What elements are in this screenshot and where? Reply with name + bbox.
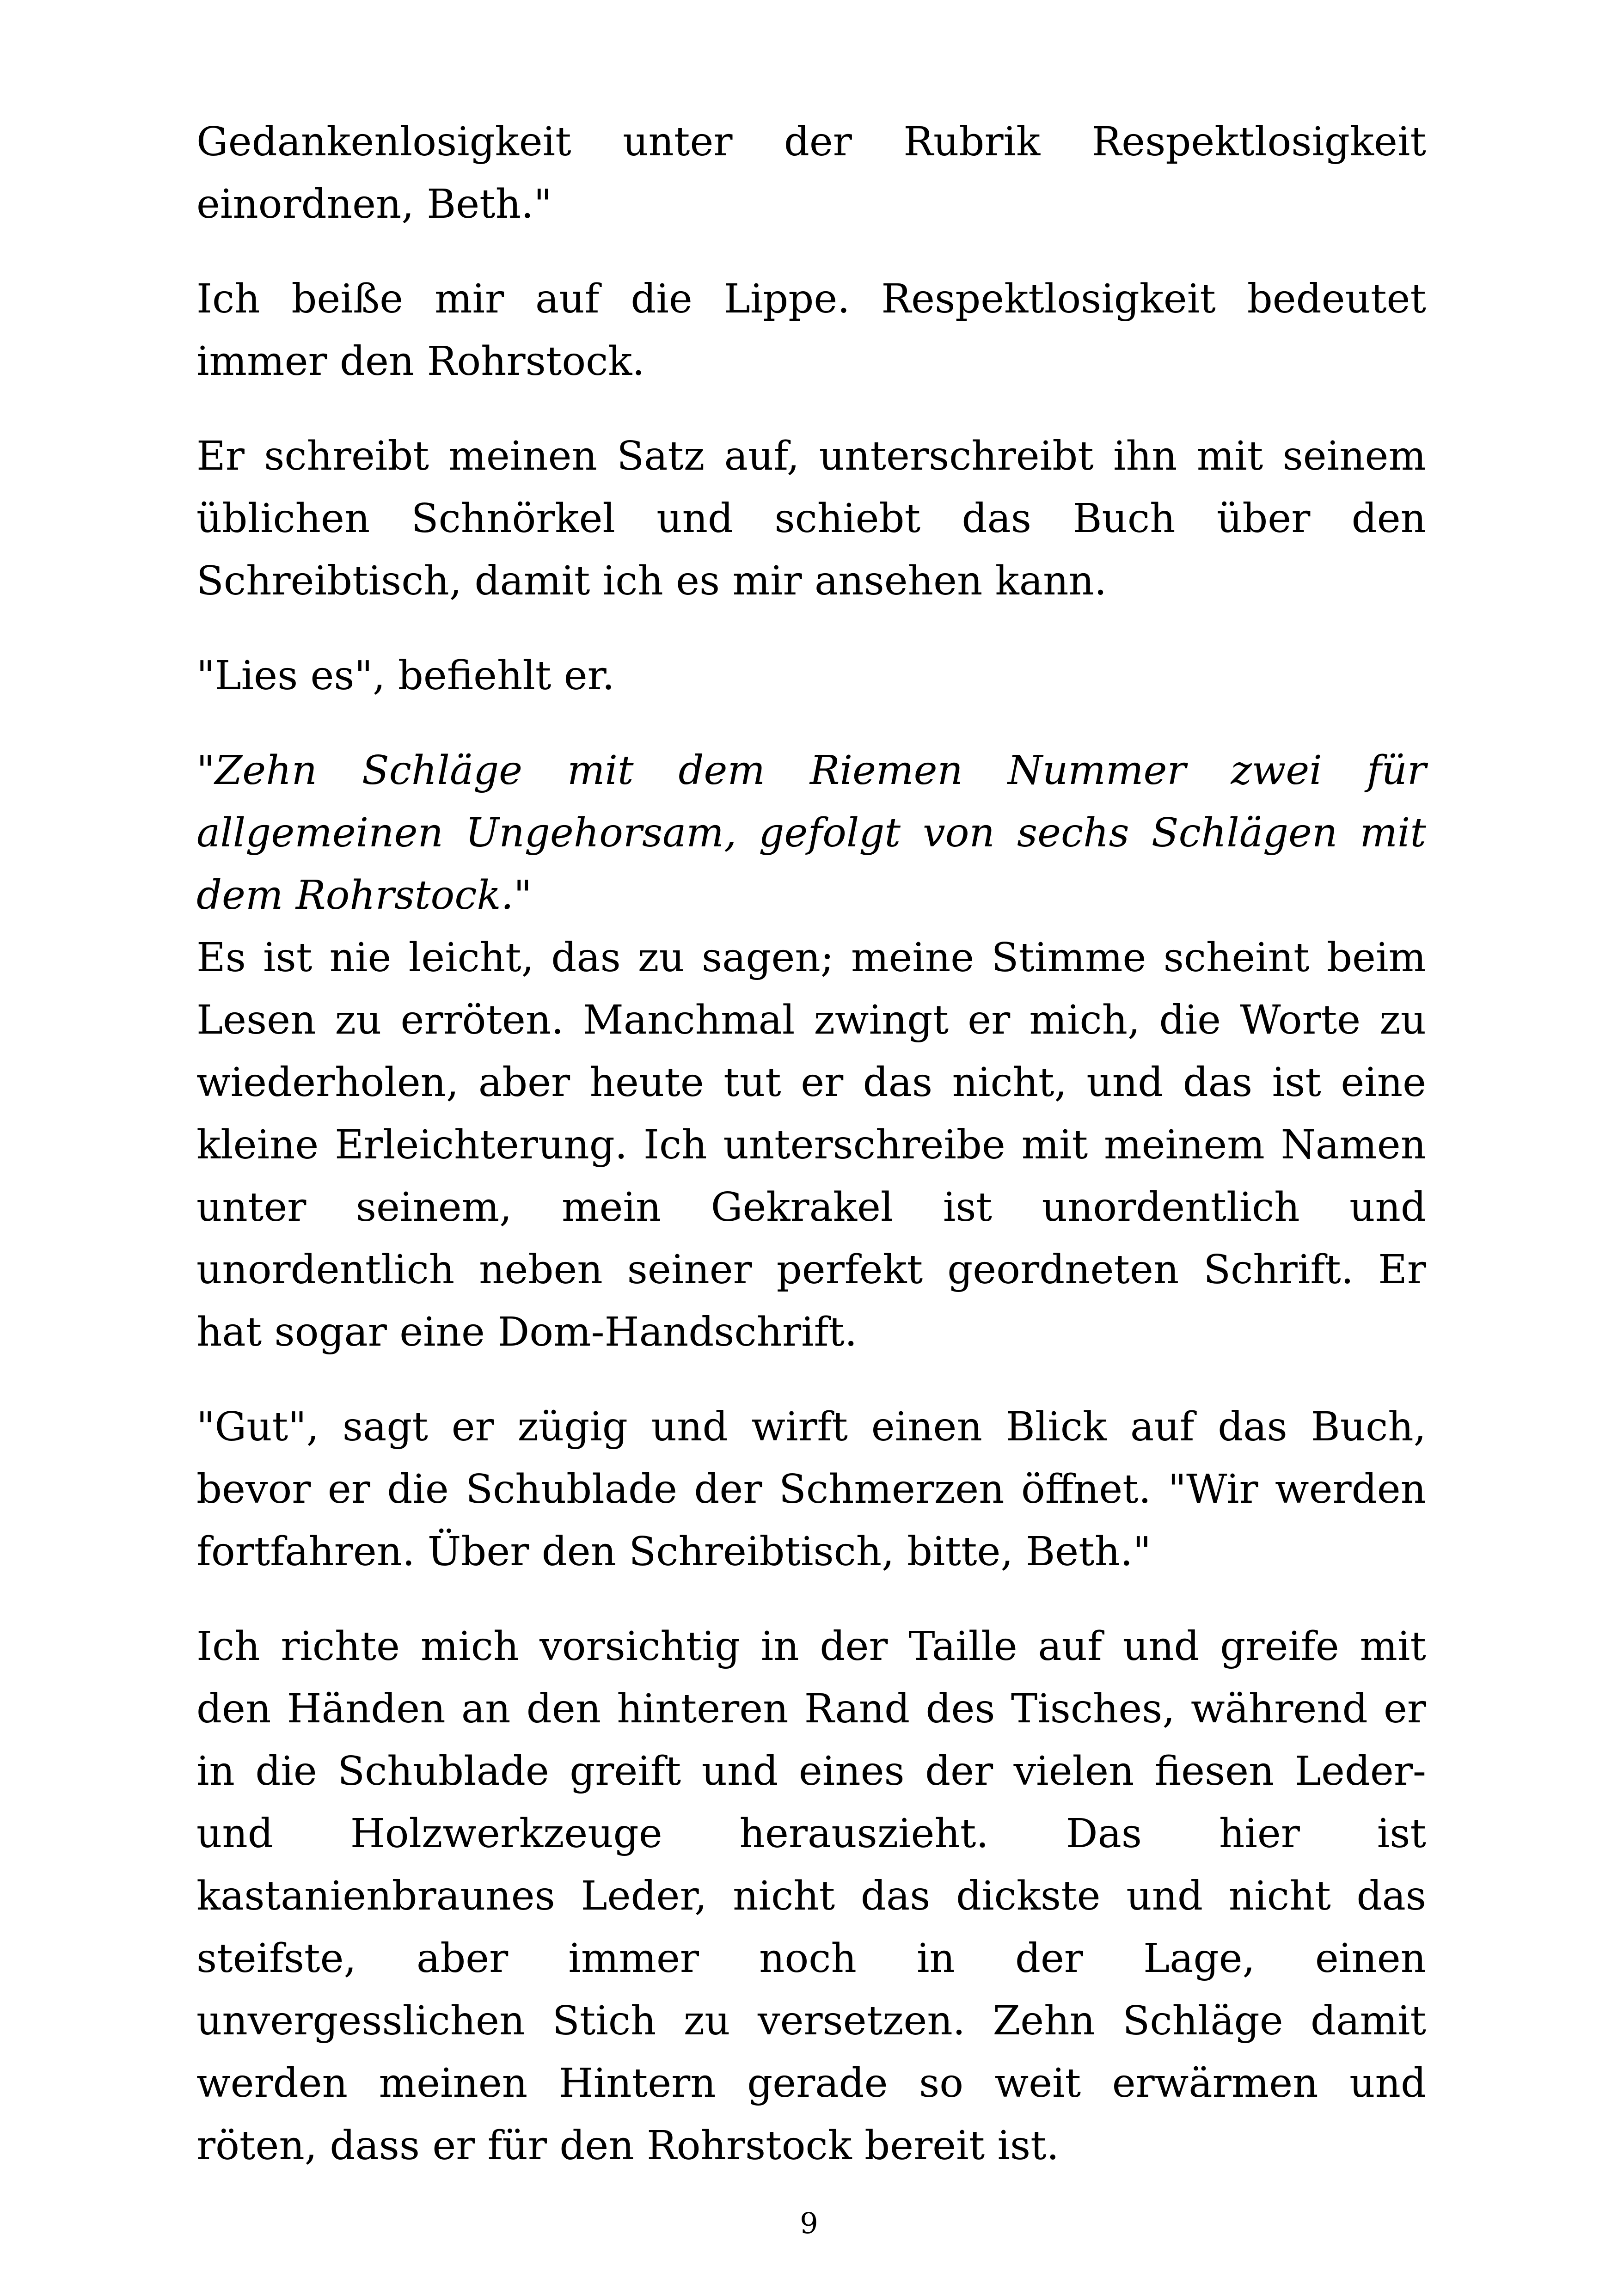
paragraph: Ich beiße mir auf die Lippe. Respektlosigkeit bedeutet immer den Rohrstock. [196, 276, 1426, 385]
paragraph: Ich richte mich vorsichtig in der Taille auf und greife mit den Händen an den hinteren Rand des Tisches, während er in die Schublade greift und eines der vielen fiesen Leder- und Holzwerkzeuge herauszieht. Das hier ist kastanienbraunes Leder, nicht das dickste und nicht das steifste, aber immer noch in der Lage, einen unvergesslichen Stich zu versetzen. Zehn Schläge damit werden meinen Hintern gerade so weit erwärmen und röten, dass er für den Rohrstock bereit ist. [196, 1623, 1426, 2169]
italic-quote: "Zehn Schläge mit dem Riemen Nummer zwei für allgemeinen Ungehorsam, gefolgt von sechs Schlägen mit dem Rohrstock." [196, 747, 1426, 918]
body-text [196, 111, 1426, 2210]
paragraph: Gedankenlosigkeit unter der Rubrik Respektlosigkeit einordnen, Beth." [196, 119, 1426, 227]
paragraph: Er schreibt meinen Satz auf, unterschreibt ihn mit seinem üblichen Schnörkel und schiebt das Buch über den Schreibtisch, damit ich es mir ansehen kann. [196, 433, 1426, 604]
paragraph: "Lies es", befiehlt er. [196, 653, 615, 699]
page-number: 9 [800, 2206, 818, 2240]
paragraph: Es ist nie leicht, das zu sagen; meine Stimme scheint beim Lesen zu erröten. Manchmal zwingt er mich, die Worte zu wiederholen, aber heute tut er das nicht, und das ist eine kleine Erleichterung. Ich unterschreibe mit meinem Namen unter seinem, mein Gekrakel ist unordentlich und unordentlich neben seiner perfekt geordneten Schrift. Er hat sogar eine Dom-Handschrift. [196, 935, 1426, 1355]
paragraph: "Gut", sagt er zügig und wirft einen Blick auf das Buch, bevor er die Schublade der Schmerzen öffnet. "Wir werden fortfahren. Über den Schreibtisch, bitte, Beth." [196, 1404, 1426, 1575]
